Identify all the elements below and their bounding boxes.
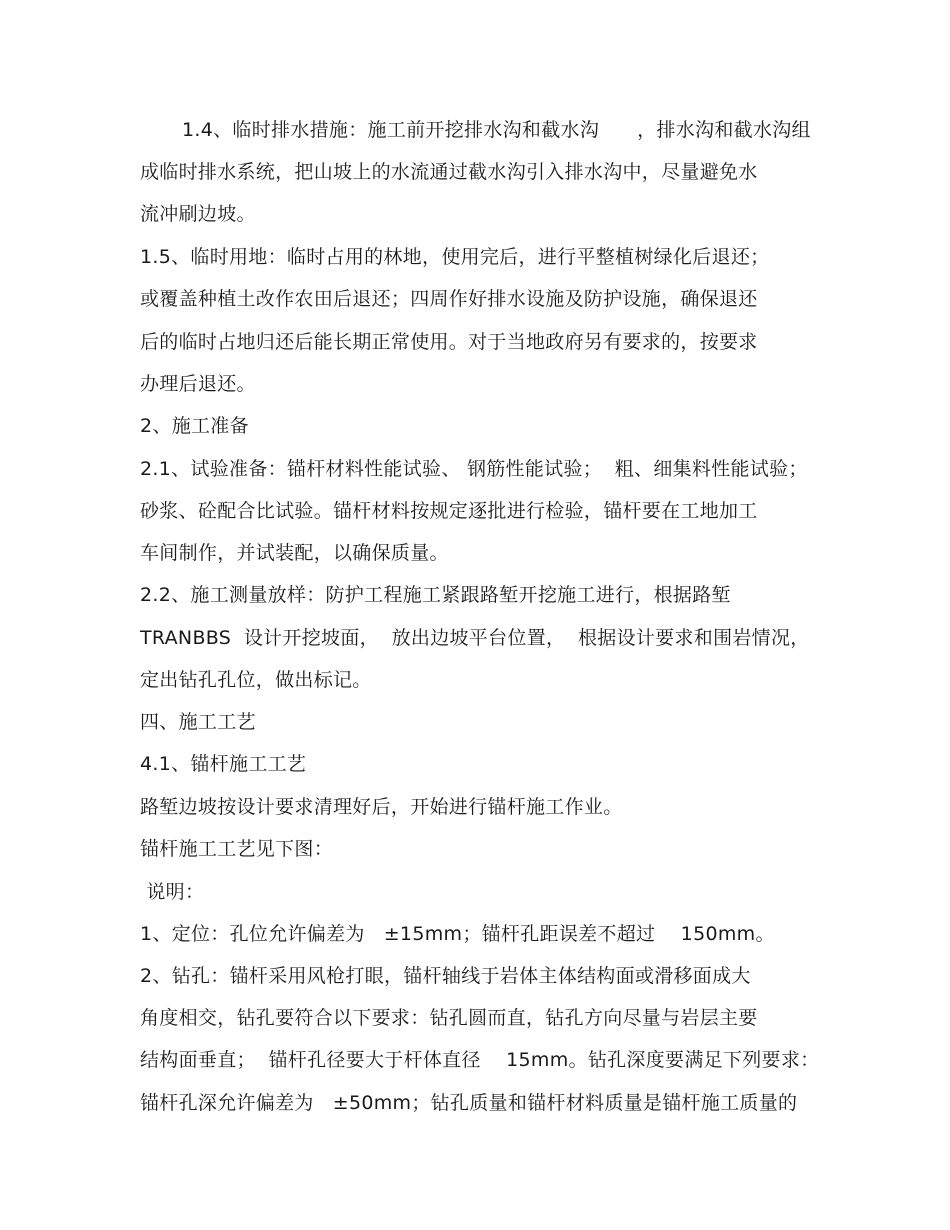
text-line: 车间制作，并试装配，以确保质量。	[140, 542, 449, 564]
text-line: 1、定位：孔位允许偏差为 ±15mm；锚杆孔距误差不超过 150mm。	[140, 923, 775, 945]
text-line: 2.1、试验准备：锚杆材料性能试验、 钢筋性能试验； 粗、细集料性能试验；	[140, 458, 808, 480]
section-heading: 2、施工准备	[140, 415, 249, 437]
section-heading: 四、施工工艺	[140, 711, 256, 733]
subsection-heading: 4.1、锚杆施工工艺	[140, 753, 307, 775]
text-line: 1.4、临时排水措施：施工前开挖排水沟和截水沟 ，排水沟和截水沟组	[182, 119, 811, 141]
text-line: 2、钻孔：锚杆采用风枪打眼，锚杆轴线于岩体主体结构面或滑移面成大	[140, 965, 751, 987]
text-line: 或覆盖种植土改作农田后退还；四周作好排水设施及防护设施，确保退还	[140, 288, 758, 310]
text-line: 办理后退还。	[140, 373, 256, 395]
text-line: 定出钻孔孔位，做出标记。	[140, 669, 372, 691]
text-line: 角度相交，钻孔要符合以下要求：钻孔圆而直，钻孔方向尽量与岩层主要	[140, 1007, 758, 1029]
text-line: 锚杆施工工艺见下图：	[140, 838, 334, 860]
text-line: 路堑边坡按设计要求清理好后，开始进行锚杆施工作业。	[140, 796, 623, 818]
text-line: 后的临时占地归还后能长期正常使用。对于当地政府另有要求的，按要求	[140, 331, 758, 353]
text-line: 流冲刷边坡。	[140, 203, 256, 225]
text-line: TRANBBS 设计开挖坡面， 放出边坡平台位置， 根据设计要求和围岩情况，	[140, 627, 810, 649]
text-line: 2.2、施工测量放样：防护工程施工紧跟路堑开挖施工进行，根据路堑	[140, 584, 731, 606]
text-line: 成临时排水系统，把山坡上的水流通过截水沟引入排水沟中，尽量避免水	[140, 161, 758, 183]
text-line: 结构面垂直； 锚杆孔径要大于杆体直径 15mm。钻孔深度要满足下列要求：	[140, 1049, 820, 1071]
text-line: 锚杆孔深允许偏差为 ±50mm；钻孔质量和锚杆材料质量是锚杆施工质量的	[140, 1092, 798, 1114]
text-line: 砂浆、砼配合比试验。锚杆材料按规定逐批进行检验，锚杆要在工地加工	[140, 500, 758, 522]
text-line: 说明：	[140, 881, 205, 903]
text-line: 1.5、临时用地：临时占用的林地，使用完后，进行平整植树绿化后退还；	[140, 246, 770, 268]
